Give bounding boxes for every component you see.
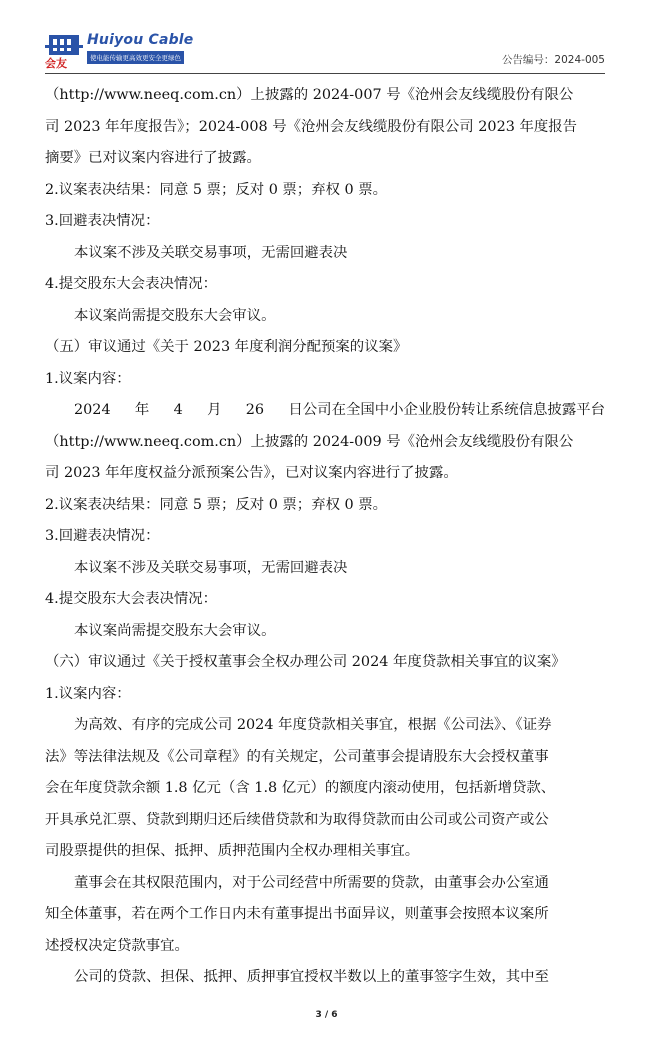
date-part: 2024	[74, 402, 111, 418]
section-label: 1.议案内容：	[45, 685, 131, 702]
text-line: 董事会在其权限范围内，对于公司经营中所需要的贷款，由董事会办公室通	[74, 874, 549, 891]
section-label: 1.议案内容：	[45, 370, 131, 387]
document-body	[45, 80, 605, 994]
logo-slogan: 使电能传输更高效更安全更绿色	[87, 51, 184, 64]
text-line: 述授权决定贷款事宜。	[45, 937, 189, 954]
text-line: 开具承兑汇票、贷款到期归还后续借贷款和为取得贷款而由公司或公司资产或公	[45, 811, 549, 828]
date-part: 日公司在全国中小企业股份转让系统信息披露平台	[288, 402, 605, 418]
text-line: 知全体董事，若在两个工作日内未有董事提出书面异议，则董事会按照本议案所	[45, 906, 549, 922]
section-label: 3.回避表决情况：	[45, 528, 160, 544]
date-part: 年	[134, 402, 150, 418]
text-line-justified	[45, 395, 605, 427]
section-label: 4.提交股东大会表决情况：	[45, 276, 218, 292]
text-line: 司股票提供的担保、抵押、质押范围内全权办理相关事宜。	[45, 843, 420, 859]
section-label: 4.提交股东大会表决情况：	[45, 591, 218, 607]
text-line: 本议案不涉及关联交易事项，无需回避表决	[74, 559, 348, 576]
page-header	[45, 30, 605, 72]
text-line: 司 2023 年年度报告》；2024-008 号《沧州会友线缆股份有限公司 2023 年度报告	[45, 118, 578, 135]
text-line: 公司的贷款、担保、抵押、质押事宜授权半数以上的董事签字生效，其中至	[74, 969, 549, 985]
section-label: 3.回避表决情况：	[45, 213, 160, 229]
date-part: 4	[173, 402, 183, 418]
announcement-number: 公告编号：2024-005	[501, 54, 605, 66]
text-line: 法》等法律法规及《公司章程》的有关规定，公司董事会提请股东大会授权董事	[45, 748, 549, 765]
date-part: 26	[245, 402, 265, 418]
date-part: 月	[207, 402, 222, 418]
text-line: 为高效、有序的完成公司 2024 年度贷款相关事宜，根据《公司法》、《证券	[74, 717, 552, 733]
text-line: （http://www.neeq.com.cn）上披露的 2024-007 号《沧州会友线缆股份有限公	[45, 87, 574, 103]
logo-english-name: Huiyou Cable	[87, 32, 194, 48]
text-line: 摘要》已对议案内容进行了披露。	[45, 150, 261, 166]
company-logo	[45, 30, 194, 72]
header-divider	[45, 73, 605, 74]
text-line: 会在年度贷款余额 1.8 亿元（含 1.8 亿元）的额度内滚动使用，包括新增贷款、	[45, 780, 556, 796]
vote-result: 2.议案表决结果：同意 5 票；反对 0 票；弃权 0 票。	[45, 496, 388, 513]
text-line: 司 2023 年年度权益分派预案公告》，已对议案内容进行了披露。	[45, 465, 458, 481]
text-line: 本议案不涉及关联交易事项，无需回避表决	[74, 244, 348, 261]
vote-result: 2.议案表决结果：同意 5 票；反对 0 票；弃权 0 票。	[45, 181, 388, 198]
motion-heading: （六）审议通过《关于授权董事会全权办理公司 2024 年度贷款相关事宜的议案》	[45, 654, 566, 670]
text-line: （http://www.neeq.com.cn）上披露的 2024-009 号《沧州会友线缆股份有限公	[45, 433, 574, 450]
motion-heading: （五）审议通过《关于 2023 年度利润分配预案的议案》	[45, 339, 408, 355]
text-line: 本议案尚需提交股东大会审议。	[74, 622, 276, 639]
text-line: 本议案尚需提交股东大会审议。	[74, 307, 276, 324]
logo-chinese-name: 会友	[45, 57, 67, 70]
page-number: 3 / 6	[315, 1010, 338, 1020]
